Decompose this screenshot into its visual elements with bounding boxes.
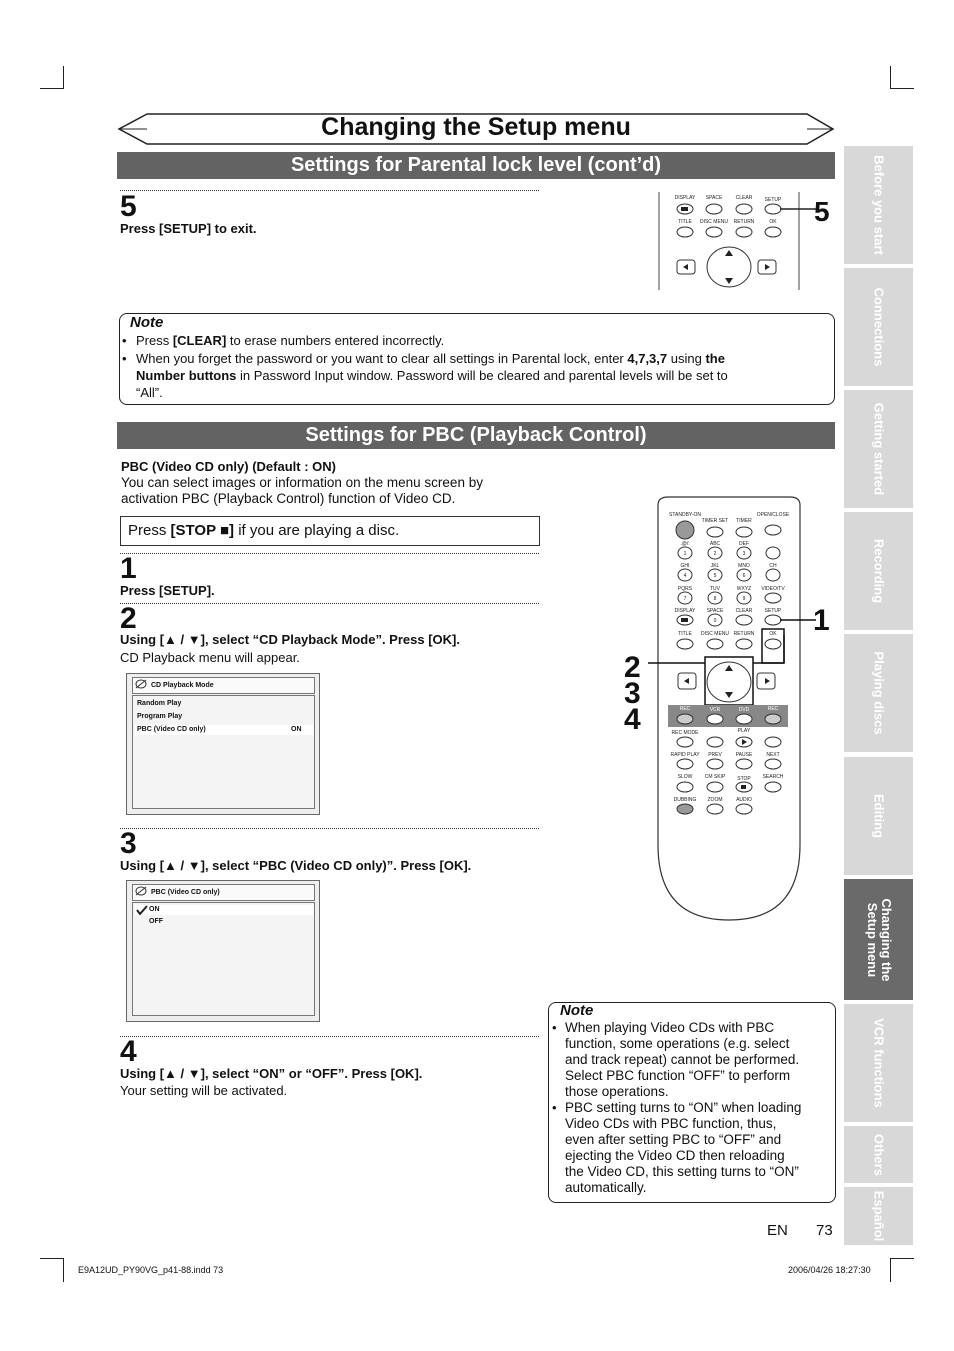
divider	[120, 603, 539, 604]
remote-label: 9	[742, 596, 746, 602]
remote-label: PREV	[708, 752, 722, 758]
side-tab-label: Changing the Setup menu	[864, 897, 894, 982]
note-line: those operations.	[565, 1084, 669, 1099]
remote-label: ZOOM	[707, 797, 723, 803]
step-number: 4	[120, 1035, 137, 1068]
page-number: 73	[816, 1222, 833, 1239]
callout-number: 3	[624, 677, 641, 710]
remote-label: SPACE	[705, 195, 723, 201]
file-info: E9A12UD_PY90VG_p41-88.indd 73	[78, 1265, 224, 1275]
remote-label: TUV	[710, 586, 720, 592]
checkmark-icon	[136, 905, 148, 915]
remote-label: TIMER	[736, 518, 752, 524]
note-bold: [CLEAR]	[172, 333, 227, 348]
note-line: When playing Video CDs with PBC	[565, 1020, 775, 1035]
crop-mark	[63, 66, 64, 89]
remote-label: SETUP	[764, 608, 782, 614]
remote-label: DISC MENU	[700, 631, 730, 637]
side-tab-vcr-functions[interactable]	[844, 1004, 913, 1122]
pbc-intro-heading: PBC (Video CD only) (Default : ON)	[121, 459, 336, 474]
side-tab-label: Recording	[871, 538, 886, 604]
remote-label: DISPLAY	[674, 195, 696, 201]
step-number: 1	[120, 552, 137, 585]
side-tab-label: Editing	[871, 793, 886, 839]
crop-mark	[890, 88, 914, 89]
side-tab-recording[interactable]	[844, 512, 913, 630]
remote-label: DISC MENU	[699, 219, 729, 225]
divider	[120, 190, 539, 191]
remote-label: VCR	[709, 707, 721, 713]
remote-label: MNO	[738, 563, 750, 569]
note-title: Note	[130, 314, 164, 331]
remote-label: 1	[683, 551, 687, 557]
note-line: Select PBC function “OFF” to perform	[565, 1068, 791, 1083]
remote-label: SETUP	[764, 197, 782, 203]
print-date: 2006/04/26 18:27:30	[788, 1265, 871, 1275]
crop-mark	[890, 1258, 891, 1282]
osd-header: PBC (Video CD only)	[132, 884, 315, 901]
side-tab-before-you-start[interactable]	[844, 146, 913, 264]
step-instruction: Using [▲ / ▼], select “PBC (Video CD only)”. Press [OK].	[120, 858, 472, 873]
step-instruction: Press [SETUP] to exit.	[120, 221, 257, 236]
osd-item-selected: PBC (Video CD only)	[137, 726, 206, 733]
remote-label: OK	[769, 631, 777, 637]
remote-label: CH	[769, 563, 777, 569]
stop-instruction-box	[120, 516, 540, 546]
box-bold: [STOP ■]	[170, 522, 235, 539]
side-tab-label: Getting started	[871, 402, 886, 496]
callout-number: 1	[813, 604, 830, 637]
side-tab-connections[interactable]	[844, 268, 913, 386]
remote-label: VIDEO/TV	[761, 586, 785, 592]
side-tab-others[interactable]	[844, 1126, 913, 1183]
osd-item-value: ON	[291, 726, 302, 733]
crop-mark	[890, 1258, 914, 1259]
step-instruction: Using [▲ / ▼], select “ON” or “OFF”. Press [OK].	[120, 1066, 423, 1081]
side-tab-label: VCR functions	[871, 1018, 886, 1108]
callout-number: 5	[814, 196, 830, 227]
section-title-parental: Settings for Parental lock level (cont’d)	[117, 152, 835, 179]
osd-item: Program Play	[137, 713, 183, 720]
side-tab-label: Playing discs	[871, 651, 886, 735]
note-line: Video CDs with PBC function, thus,	[565, 1116, 777, 1131]
remote-label: TITLE	[678, 631, 692, 637]
pbc-intro-text: activation PBC (Playback Control) function of Video CD.	[121, 491, 456, 506]
remote-label: SEARCH	[762, 774, 784, 780]
bullet: •	[122, 351, 127, 366]
remote-label: REC MODE	[671, 730, 699, 736]
remote-label: OK	[769, 219, 777, 225]
note-line: automatically.	[565, 1180, 647, 1195]
note-text: Press	[136, 333, 173, 348]
side-tab-changing-setup-menu[interactable]	[844, 879, 913, 1000]
remote-label: DUBBING	[673, 797, 697, 803]
note-text: to erase numbers entered incorrectly.	[226, 333, 445, 348]
title-banner	[117, 112, 835, 146]
remote-label: SLOW	[677, 774, 693, 780]
osd-item-selected: ON	[149, 906, 160, 913]
remote-label: JKL	[710, 563, 720, 569]
side-tab-getting-started[interactable]	[844, 390, 913, 508]
bullet: •	[552, 1020, 557, 1035]
section-title-pbc: Settings for PBC (Playback Control)	[117, 422, 835, 449]
note-line: and track repeat) cannot be performed.	[565, 1052, 800, 1067]
remote-label: TITLE	[678, 219, 692, 225]
note-line: the Video CD, this setting turns to “ON”	[565, 1164, 799, 1179]
step-subtext: CD Playback menu will appear.	[120, 650, 300, 665]
step-subtext: Your setting will be activated.	[120, 1083, 288, 1098]
side-tab-label: Español	[871, 1190, 886, 1242]
remote-control-illustration	[620, 495, 835, 925]
remote-label: RETURN	[733, 219, 755, 225]
remote-partial-illustration	[656, 190, 836, 292]
disc-icon	[135, 679, 147, 689]
step-number: 2	[120, 602, 137, 635]
divider	[120, 828, 539, 829]
bullet: •	[122, 333, 127, 348]
bullet: •	[552, 1100, 557, 1115]
remote-label: NEXT	[766, 752, 780, 758]
remote-label: PQRS	[677, 586, 693, 592]
remote-label: DEF	[739, 541, 749, 547]
remote-label: CM SKIP	[704, 774, 726, 780]
remote-label: TIMER SET	[701, 518, 729, 524]
remote-label: REC	[767, 706, 779, 712]
step-instruction: Using [▲ / ▼], select “CD Playback Mode”. Press [OK].	[120, 632, 460, 647]
remote-label: 5	[713, 573, 717, 579]
divider	[120, 553, 539, 554]
remote-label: CLEAR	[735, 195, 753, 201]
note-bold: the	[705, 351, 725, 366]
remote-label: CLEAR	[735, 608, 753, 614]
crop-mark	[40, 88, 64, 89]
note-line: even after setting PBC to “OFF” and	[565, 1132, 782, 1147]
note-title: Note	[560, 1002, 594, 1019]
pbc-intro-text: You can select images or information on the menu screen by	[121, 475, 483, 490]
step-number: 3	[120, 827, 137, 860]
step-instruction: Press [SETUP].	[120, 583, 215, 598]
side-tab-label: Connections	[871, 287, 886, 367]
remote-label: .@/:	[680, 541, 690, 547]
remote-label: STANDBY-ON	[669, 512, 701, 518]
osd-header: CD Playback Mode	[132, 677, 315, 694]
note-line: ejecting the Video CD then reloading	[565, 1148, 785, 1163]
language-code: EN	[767, 1222, 788, 1239]
page-title: Changing the Setup menu	[321, 113, 631, 141]
note-text: in Password Input window. Password will be cleared and parental levels will be set to	[236, 368, 728, 383]
osd-highlight	[135, 905, 313, 915]
note-line	[136, 332, 444, 349]
remote-label: 4	[683, 573, 687, 579]
side-tab-espanol[interactable]	[844, 1187, 913, 1245]
remote-label: STOP	[737, 776, 751, 782]
box-text: Press	[128, 522, 171, 539]
note-line: function, some operations (e.g. select	[565, 1036, 790, 1051]
remote-label: DISPLAY	[674, 608, 696, 614]
remote-label: GHI	[680, 563, 690, 569]
remote-label: 6	[742, 573, 746, 579]
remote-label: AUDIO	[736, 797, 752, 803]
note-bold: 4,7,3,7	[627, 351, 668, 366]
note-line	[136, 350, 725, 367]
remote-label: RAPID PLAY	[670, 752, 700, 758]
note-text: When you forget the password or you want to clear all settings in Parental lock, enter	[136, 351, 628, 366]
note-line	[136, 367, 728, 384]
osd-item: Random Play	[137, 700, 182, 707]
remote-label: PLAY	[737, 728, 751, 734]
note-line: PBC setting turns to “ON” when loading	[565, 1100, 802, 1115]
note-line: “All”.	[136, 385, 163, 400]
osd-item: OFF	[149, 918, 163, 925]
remote-label: ABC	[709, 541, 721, 547]
remote-label: DVD	[738, 707, 750, 713]
callout-number: 4	[624, 703, 641, 736]
remote-label: OPEN/CLOSE	[756, 512, 790, 518]
side-tab-playing-discs[interactable]	[844, 634, 913, 752]
remote-label: 0	[713, 618, 717, 624]
remote-label: REC	[679, 706, 691, 712]
callout-number: 2	[624, 651, 641, 684]
crop-mark	[40, 1258, 64, 1259]
remote-label: SPACE	[706, 608, 724, 614]
crop-mark	[63, 1258, 64, 1282]
note-text: using	[667, 351, 706, 366]
remote-label: 7	[683, 596, 687, 602]
disc-icon	[135, 886, 147, 896]
divider	[120, 1036, 539, 1037]
remote-label: PAUSE	[735, 752, 753, 758]
remote-label: WXYZ	[736, 586, 752, 592]
remote-label: 8	[713, 596, 717, 602]
crop-mark	[890, 66, 891, 89]
remote-label: 3	[742, 551, 746, 557]
side-tab-label: Before you start	[871, 155, 886, 255]
side-tab-label: Others	[871, 1133, 886, 1176]
box-text: if you are playing a disc.	[234, 522, 400, 539]
step-number: 5	[120, 190, 137, 223]
remote-label: RETURN	[733, 631, 755, 637]
side-tab-editing[interactable]	[844, 757, 913, 875]
remote-label: 2	[713, 551, 717, 557]
note-bold: Number buttons	[136, 368, 237, 383]
